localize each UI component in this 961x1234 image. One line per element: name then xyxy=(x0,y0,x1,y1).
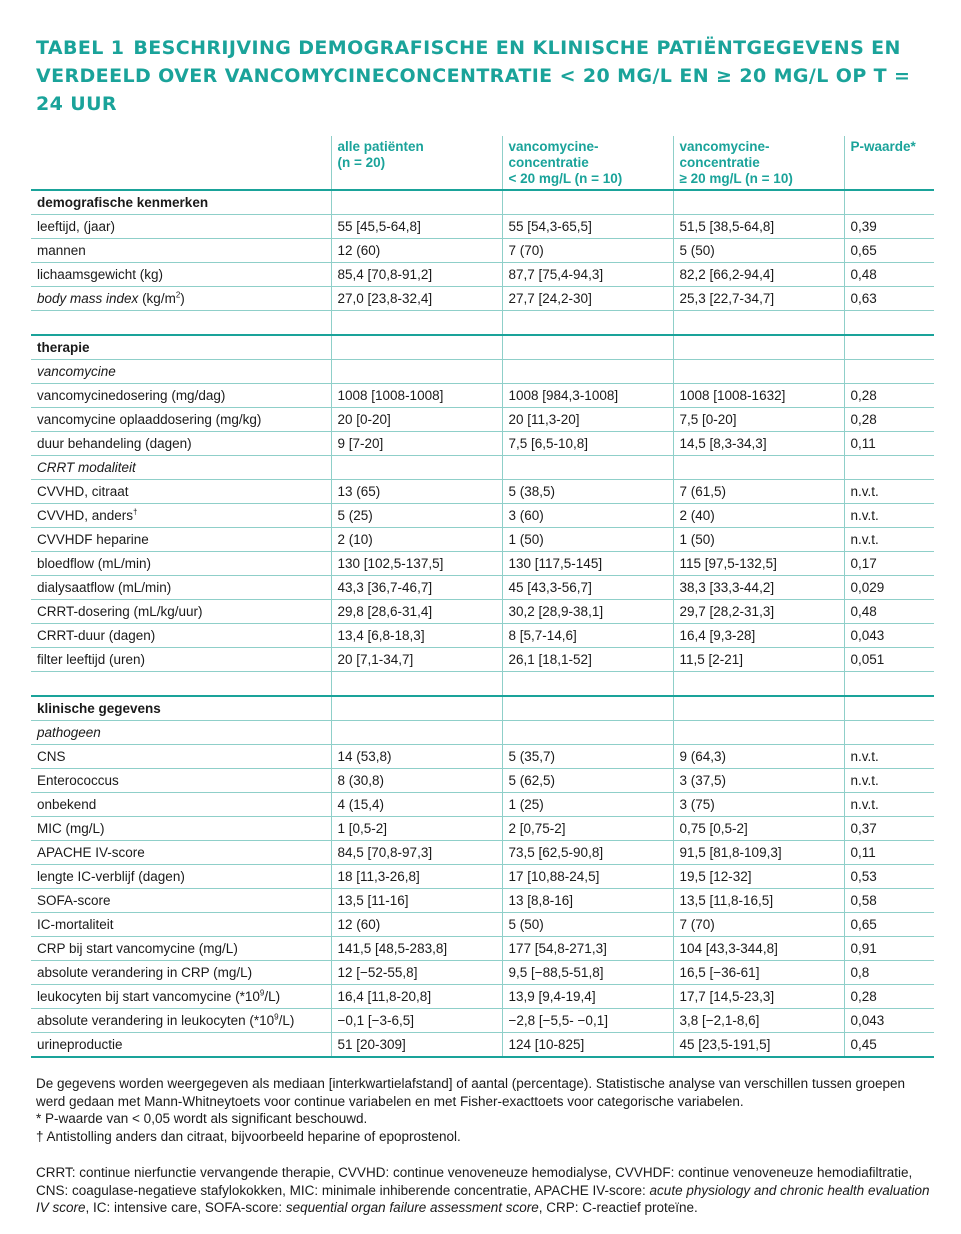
cell-high: 82,2 [66,2-94,4] xyxy=(673,263,844,287)
header-row xyxy=(31,136,934,190)
cell-p xyxy=(844,672,934,697)
cell-p: 0,11 xyxy=(844,841,934,865)
row-label xyxy=(31,696,331,721)
row-label xyxy=(31,672,331,697)
cell-low: 7,5 [6,5-10,8] xyxy=(502,432,673,456)
cell-low xyxy=(502,360,673,384)
cell-all: −0,1 [−3-6,5] xyxy=(331,1009,502,1033)
header-high-line: ≥ 20 mg/L (n = 10) xyxy=(679,171,793,186)
row-label xyxy=(31,841,331,865)
abbreviation-segment: CRRT: continue nierfunctie vervangende therapie, CVVHD: continue venoveneuze hemodialyse, CVVHDF: continue venoveneuze hemodiafiltratie, CNS: coagulase-negatieve stafylokokken, MIC: minimale inhiberende concentratie, APACHE IV-score: xyxy=(36,1165,913,1198)
cell-p: 0,051 xyxy=(844,648,934,672)
row-label-text: SOFA-score xyxy=(37,893,111,908)
cell-high: 17,7 [14,5-23,3] xyxy=(673,985,844,1009)
row-label-text: CVVHD, anders xyxy=(37,508,134,523)
cell-p: 0,48 xyxy=(844,263,934,287)
cell-high xyxy=(673,696,844,721)
row-label-unit: (kg/m xyxy=(138,291,176,306)
cell-low: 1 (50) xyxy=(502,528,673,552)
subsection-row xyxy=(31,360,934,384)
table-row xyxy=(31,769,934,793)
cell-p: n.v.t. xyxy=(844,745,934,769)
cell-p: 0,11 xyxy=(844,432,934,456)
table-row xyxy=(31,287,934,311)
row-label-text: dialysaatflow (mL/min) xyxy=(37,580,172,595)
cell-high: 91,5 [81,8-109,3] xyxy=(673,841,844,865)
cell-all: 29,8 [28,6-31,4] xyxy=(331,600,502,624)
cell-low: 45 [43,3-56,7] xyxy=(502,576,673,600)
table-row xyxy=(31,793,934,817)
cell-low: 5 (38,5) xyxy=(502,480,673,504)
row-label xyxy=(31,817,331,841)
table-row xyxy=(31,889,934,913)
row-label-text: CRRT-dosering (mL/kg/uur) xyxy=(37,604,203,619)
cell-all xyxy=(331,721,502,745)
row-label xyxy=(31,600,331,624)
table-row xyxy=(31,432,934,456)
header-low-line: < 20 mg/L (n = 10) xyxy=(508,171,623,186)
note-method: De gegevens worden weergegeven als mediaan [interkwartielafstand] of aantal (percentage). Statistische analyse van verschillen tussen groepen werd gedaan met Mann-Whitneytoets voor continue variabelen en met Fisher-exacttoets voor categorische variabelen. xyxy=(36,1076,906,1109)
row-label-text: filter leeftijd (uren) xyxy=(37,652,146,667)
row-label xyxy=(31,913,331,937)
cell-high: 13,5 [11,8-16,5] xyxy=(673,889,844,913)
table-row xyxy=(31,624,934,648)
section-row xyxy=(31,190,934,215)
cell-p: 0,91 xyxy=(844,937,934,961)
row-label xyxy=(31,480,331,504)
row-label xyxy=(31,769,331,793)
row-label xyxy=(31,624,331,648)
header-high-line: vancomycine- xyxy=(679,139,770,154)
row-label-text: lengte IC-verblijf (dagen) xyxy=(37,869,185,884)
note-anticoagulation: † Antistolling anders dan citraat, bijvoorbeeld heparine of epoprostenol. xyxy=(36,1128,461,1144)
cell-p: 0,28 xyxy=(844,408,934,432)
cell-all: 51 [20-309] xyxy=(331,1033,502,1058)
row-label-text: APACHE IV-score xyxy=(37,845,145,860)
abbreviation-segment: sequential organ failure assessment score xyxy=(285,1200,539,1215)
row-label-text: vancomycine xyxy=(37,364,116,379)
section-row xyxy=(31,335,934,360)
cell-p: 0,45 xyxy=(844,1033,934,1058)
table-row xyxy=(31,528,934,552)
cell-all: 18 [11,3-26,8] xyxy=(331,865,502,889)
cell-p: 0,043 xyxy=(844,1009,934,1033)
cell-high: 7 (61,5) xyxy=(673,480,844,504)
cell-low xyxy=(502,335,673,360)
data-table xyxy=(31,136,934,1058)
row-label xyxy=(31,745,331,769)
cell-all: 12 [−52-55,8] xyxy=(331,961,502,985)
cell-all: 16,4 [11,8-20,8] xyxy=(331,985,502,1009)
cell-high: 25,3 [22,7-34,7] xyxy=(673,287,844,311)
table-title-text: BESCHRIJVING DEMOGRAFISCHE EN KLINISCHE PATIËNTGEGEVENS EN VERDEELD OVER VANCOMYCINECONCENTRATIE < 20 MG/L EN ≥ 20 MG/L OP T = 24 UUR xyxy=(36,37,911,115)
cell-low: 55 [54,3-65,5] xyxy=(502,215,673,239)
table-row xyxy=(31,504,934,528)
row-label-unit: /L) xyxy=(264,989,281,1004)
table-row xyxy=(31,263,934,287)
cell-all xyxy=(331,335,502,360)
table-row xyxy=(31,408,934,432)
cell-high: 1008 [1008-1632] xyxy=(673,384,844,408)
cell-all: 130 [102,5-137,5] xyxy=(331,552,502,576)
table-row xyxy=(31,985,934,1009)
cell-p: 0,28 xyxy=(844,384,934,408)
cell-all: 13,4 [6,8-18,3] xyxy=(331,624,502,648)
cell-high: 115 [97,5-132,5] xyxy=(673,552,844,576)
cell-p: n.v.t. xyxy=(844,769,934,793)
row-label xyxy=(31,311,331,336)
cell-low: 87,7 [75,4-94,3] xyxy=(502,263,673,287)
cell-high: 3 (37,5) xyxy=(673,769,844,793)
abbreviations-note xyxy=(36,1164,936,1217)
cell-low: 20 [11,3-20] xyxy=(502,408,673,432)
cell-all xyxy=(331,672,502,697)
row-label xyxy=(31,504,331,528)
header-high xyxy=(673,136,844,190)
row-label-text: CVVHD, citraat xyxy=(37,484,129,499)
row-label-text: body mass index xyxy=(37,291,139,306)
cell-high: 51,5 [38,5-64,8] xyxy=(673,215,844,239)
note-significance: * P-waarde van < 0,05 wordt als significant beschouwd. xyxy=(36,1111,368,1126)
cell-all: 12 (60) xyxy=(331,239,502,263)
cell-p: 0,63 xyxy=(844,287,934,311)
cell-p: 0,65 xyxy=(844,239,934,263)
header-low-line: vancomycine- xyxy=(508,139,599,154)
table-number: TABEL 1 xyxy=(36,37,125,59)
cell-p: 0,37 xyxy=(844,817,934,841)
cell-p: 0,53 xyxy=(844,865,934,889)
cell-all: 13 (65) xyxy=(331,480,502,504)
cell-all xyxy=(331,456,502,480)
table-row xyxy=(31,480,934,504)
subsection-row xyxy=(31,456,934,480)
cell-all: 20 [0-20] xyxy=(331,408,502,432)
cell-high xyxy=(673,335,844,360)
cell-p: 0,28 xyxy=(844,985,934,1009)
row-label-text: urineproductie xyxy=(37,1037,123,1052)
cell-all: 1 [0,5-2] xyxy=(331,817,502,841)
cell-all: 1008 [1008-1008] xyxy=(331,384,502,408)
cell-low xyxy=(502,672,673,697)
row-label-text: CRP bij start vancomycine (mg/L) xyxy=(37,941,238,956)
header-all xyxy=(331,136,502,190)
cell-all: 55 [45,5-64,8] xyxy=(331,215,502,239)
cell-all xyxy=(331,190,502,215)
cell-all: 13,5 [11-16] xyxy=(331,889,502,913)
row-label xyxy=(31,239,331,263)
table-row xyxy=(31,215,934,239)
cell-low: 2 [0,75-2] xyxy=(502,817,673,841)
cell-low: 124 [10-825] xyxy=(502,1033,673,1058)
table-row xyxy=(31,913,934,937)
cell-high: 9 (64,3) xyxy=(673,745,844,769)
cell-p: 0,65 xyxy=(844,913,934,937)
cell-p: n.v.t. xyxy=(844,528,934,552)
cell-all: 5 (25) xyxy=(331,504,502,528)
row-label xyxy=(31,576,331,600)
row-label-superscript: † xyxy=(133,507,138,517)
cell-p xyxy=(844,335,934,360)
abbreviation-segment: , CRP: C-reactief proteïne. xyxy=(538,1200,698,1215)
cell-low: 5 (35,7) xyxy=(502,745,673,769)
cell-low: 177 [54,8-271,3] xyxy=(502,937,673,961)
table-row xyxy=(31,961,934,985)
cell-high xyxy=(673,360,844,384)
cell-high: 11,5 [2-21] xyxy=(673,648,844,672)
header-low-line: concentratie xyxy=(508,155,589,170)
cell-p: 0,043 xyxy=(844,624,934,648)
cell-high: 45 [23,5-191,5] xyxy=(673,1033,844,1058)
cell-low: 5 (50) xyxy=(502,913,673,937)
row-label xyxy=(31,1033,331,1058)
spacer-row xyxy=(31,311,934,336)
cell-low: 7 (70) xyxy=(502,239,673,263)
row-label-text: klinische gegevens xyxy=(37,701,161,716)
cell-high xyxy=(673,456,844,480)
cell-low: 5 (62,5) xyxy=(502,769,673,793)
cell-low xyxy=(502,696,673,721)
table-title xyxy=(36,34,936,118)
row-label-text: bloedflow (mL/min) xyxy=(37,556,152,571)
row-label xyxy=(31,360,331,384)
cell-all: 8 (30,8) xyxy=(331,769,502,793)
table-body xyxy=(31,190,934,1057)
cell-high: 38,3 [33,3-44,2] xyxy=(673,576,844,600)
row-label-text: duur behandeling (dagen) xyxy=(37,436,192,451)
cell-low xyxy=(502,190,673,215)
cell-p: 0,029 xyxy=(844,576,934,600)
row-label-superscript: 2 xyxy=(175,290,181,300)
row-label-text: onbekend xyxy=(37,797,97,812)
cell-p: n.v.t. xyxy=(844,793,934,817)
cell-all: 9 [7-20] xyxy=(331,432,502,456)
table-row xyxy=(31,865,934,889)
cell-low: 26,1 [18,1-52] xyxy=(502,648,673,672)
cell-high: 1 (50) xyxy=(673,528,844,552)
row-label xyxy=(31,335,331,360)
row-label-unit: ) xyxy=(180,291,185,306)
header-p-value: P-waarde* xyxy=(844,136,934,190)
cell-p xyxy=(844,456,934,480)
cell-high: 16,5 [−36-61] xyxy=(673,961,844,985)
cell-low: 130 [117,5-145] xyxy=(502,552,673,576)
row-label-text: IC-mortaliteit xyxy=(37,917,114,932)
row-label xyxy=(31,432,331,456)
row-label-text: CRRT-duur (dagen) xyxy=(37,628,156,643)
row-label-text: leeftijd, (jaar) xyxy=(37,219,116,234)
row-label xyxy=(31,190,331,215)
row-label-text: vancomycinedosering (mg/dag) xyxy=(37,388,226,403)
cell-all xyxy=(331,311,502,336)
cell-high: 29,7 [28,2-31,3] xyxy=(673,600,844,624)
cell-p: n.v.t. xyxy=(844,480,934,504)
cell-high: 7,5 [0-20] xyxy=(673,408,844,432)
row-label xyxy=(31,263,331,287)
row-label-text: lichaamsgewicht (kg) xyxy=(37,267,164,282)
row-label-text: demografische kenmerken xyxy=(37,195,209,210)
cell-all: 2 (10) xyxy=(331,528,502,552)
table-row xyxy=(31,817,934,841)
table-notes xyxy=(36,1075,936,1145)
row-label-superscript: 9 xyxy=(259,988,265,998)
cell-high: 104 [43,3-344,8] xyxy=(673,937,844,961)
cell-high: 19,5 [12-32] xyxy=(673,865,844,889)
section-row xyxy=(31,696,934,721)
cell-p xyxy=(844,311,934,336)
row-label xyxy=(31,1009,331,1033)
row-label xyxy=(31,937,331,961)
header-high-line: concentratie xyxy=(679,155,760,170)
row-label-text: therapie xyxy=(37,340,90,355)
row-label xyxy=(31,889,331,913)
header-all-line: alle patiënten xyxy=(337,139,424,154)
table-row xyxy=(31,600,934,624)
cell-all: 14 (53,8) xyxy=(331,745,502,769)
cell-p: 0,48 xyxy=(844,600,934,624)
cell-high: 7 (70) xyxy=(673,913,844,937)
cell-all: 85,4 [70,8-91,2] xyxy=(331,263,502,287)
row-label-text: absolute verandering in leukocyten (*10 xyxy=(37,1013,275,1028)
cell-high: 3,8 [−2,1-8,6] xyxy=(673,1009,844,1033)
row-label xyxy=(31,865,331,889)
row-label xyxy=(31,287,331,311)
cell-low xyxy=(502,456,673,480)
row-label xyxy=(31,961,331,985)
cell-all xyxy=(331,696,502,721)
row-label xyxy=(31,552,331,576)
row-label-text: CNS xyxy=(37,749,66,764)
cell-high xyxy=(673,721,844,745)
cell-low: 27,7 [24,2-30] xyxy=(502,287,673,311)
cell-all xyxy=(331,360,502,384)
cell-low: 9,5 [−88,5-51,8] xyxy=(502,961,673,985)
cell-low: 13 [8,8-16] xyxy=(502,889,673,913)
row-label-text: MIC (mg/L) xyxy=(37,821,105,836)
table-row xyxy=(31,937,934,961)
row-label xyxy=(31,456,331,480)
cell-p: 0,39 xyxy=(844,215,934,239)
row-label-unit: /L) xyxy=(278,1013,295,1028)
row-label-text: leukocyten bij start vancomycine (*10 xyxy=(37,989,260,1004)
spacer-row xyxy=(31,672,934,697)
row-label-text: Enterococcus xyxy=(37,773,119,788)
table-row xyxy=(31,552,934,576)
row-label xyxy=(31,408,331,432)
row-label-text: pathogeen xyxy=(37,725,101,740)
row-label xyxy=(31,721,331,745)
cell-low xyxy=(502,721,673,745)
table-row xyxy=(31,384,934,408)
cell-all: 27,0 [23,8-32,4] xyxy=(331,287,502,311)
table-row xyxy=(31,1033,934,1058)
cell-all: 84,5 [70,8-97,3] xyxy=(331,841,502,865)
row-label xyxy=(31,384,331,408)
table-row xyxy=(31,239,934,263)
abbreviation-segment: acute physiology and chronic health evaluation IV score xyxy=(36,1182,930,1215)
table-row xyxy=(31,576,934,600)
cell-high: 2 (40) xyxy=(673,504,844,528)
cell-high xyxy=(673,190,844,215)
header-low xyxy=(502,136,673,190)
cell-low: 1008 [984,3-1008] xyxy=(502,384,673,408)
cell-p xyxy=(844,696,934,721)
cell-low: 1 (25) xyxy=(502,793,673,817)
cell-high: 14,5 [8,3-34,3] xyxy=(673,432,844,456)
cell-all: 20 [7,1-34,7] xyxy=(331,648,502,672)
table-row xyxy=(31,648,934,672)
row-label xyxy=(31,648,331,672)
cell-p xyxy=(844,190,934,215)
cell-high: 3 (75) xyxy=(673,793,844,817)
cell-p xyxy=(844,721,934,745)
row-label-superscript: 9 xyxy=(274,1012,279,1022)
row-label xyxy=(31,528,331,552)
cell-p: 0,58 xyxy=(844,889,934,913)
row-label-text: CRRT modaliteit xyxy=(37,460,136,475)
row-label-text: mannen xyxy=(37,243,86,258)
cell-low: 30,2 [28,9-38,1] xyxy=(502,600,673,624)
cell-all: 4 (15,4) xyxy=(331,793,502,817)
header-all-line: (n = 20) xyxy=(337,155,386,170)
cell-low: −2,8 [−5,5- −0,1] xyxy=(502,1009,673,1033)
cell-high xyxy=(673,672,844,697)
cell-low: 73,5 [62,5-90,8] xyxy=(502,841,673,865)
cell-p: 0,8 xyxy=(844,961,934,985)
header-label xyxy=(31,136,331,190)
row-label xyxy=(31,793,331,817)
cell-high: 16,4 [9,3-28] xyxy=(673,624,844,648)
cell-high: 0,75 [0,5-2] xyxy=(673,817,844,841)
table-row xyxy=(31,745,934,769)
cell-high xyxy=(673,311,844,336)
cell-low: 17 [10,88-24,5] xyxy=(502,865,673,889)
cell-low: 13,9 [9,4-19,4] xyxy=(502,985,673,1009)
cell-all: 43,3 [36,7-46,7] xyxy=(331,576,502,600)
cell-high: 5 (50) xyxy=(673,239,844,263)
cell-low: 8 [5,7-14,6] xyxy=(502,624,673,648)
subsection-row xyxy=(31,721,934,745)
abbreviation-segment: , IC: intensive care, SOFA-score: xyxy=(85,1200,286,1215)
cell-all: 141,5 [48,5-283,8] xyxy=(331,937,502,961)
table-row xyxy=(31,1009,934,1033)
cell-p: n.v.t. xyxy=(844,504,934,528)
cell-low xyxy=(502,311,673,336)
cell-all: 12 (60) xyxy=(331,913,502,937)
cell-p xyxy=(844,360,934,384)
row-label-text: vancomycine oplaaddosering (mg/kg) xyxy=(37,412,262,427)
table-row xyxy=(31,841,934,865)
row-label xyxy=(31,215,331,239)
row-label-text: CVVHDF heparine xyxy=(37,532,149,547)
row-label-text: absolute verandering in CRP (mg/L) xyxy=(37,965,253,980)
cell-low: 3 (60) xyxy=(502,504,673,528)
cell-p: 0,17 xyxy=(844,552,934,576)
row-label xyxy=(31,985,331,1009)
